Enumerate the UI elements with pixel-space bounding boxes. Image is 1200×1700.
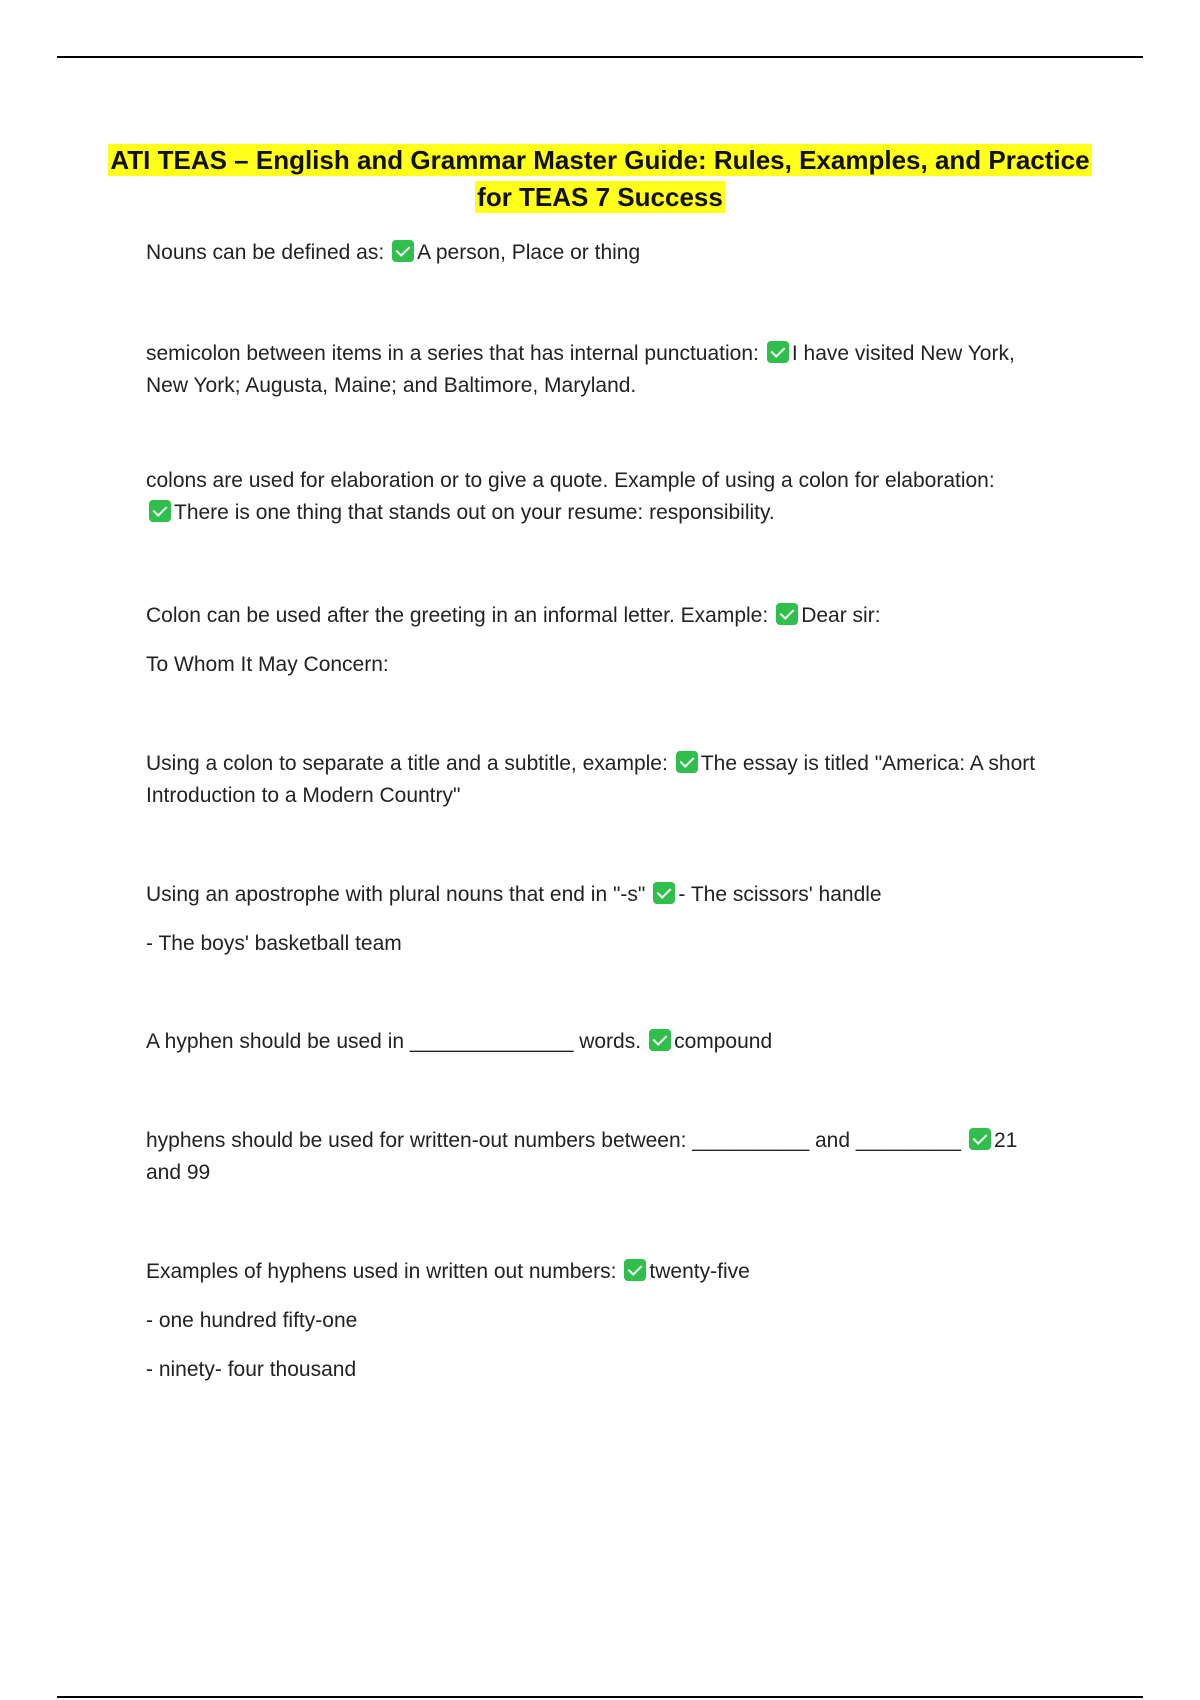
check-mark-icon — [776, 603, 798, 625]
answer-text: The essay is titled "America: A short — [700, 752, 1036, 775]
flashcard-item — [146, 465, 1096, 529]
question-text: semicolon between items in a series that has internal punctuation: — [146, 342, 759, 365]
document-title — [60, 142, 1140, 216]
answer-extra-line: - ninety- four thousand — [146, 1358, 357, 1381]
answer-continuation: New York; Augusta, Maine; and Baltimore, Maryland. — [146, 374, 637, 397]
flashcard-item — [146, 1026, 1096, 1058]
title-line-2: for TEAS 7 Success — [477, 182, 723, 212]
title-line-1: ATI TEAS – English and Grammar Master Guide: Rules, Examples, and Practice — [110, 145, 1090, 175]
check-mark-icon — [676, 751, 698, 773]
header-rule — [57, 56, 1143, 58]
answer-text: Dear sir: — [801, 604, 881, 627]
footer-rule — [57, 1696, 1143, 1698]
question-text: A hyphen should be used in ______________ words. — [146, 1030, 642, 1053]
answer-text: compound — [674, 1030, 773, 1053]
flashcard-item — [146, 338, 1096, 402]
check-mark-icon — [649, 1029, 671, 1051]
question-text: Nouns can be defined as: — [146, 241, 385, 264]
flashcard-item — [146, 600, 1096, 632]
answer-continuation: Introduction to a Modern Country" — [146, 784, 461, 807]
answer-text: - The scissors' handle — [678, 883, 882, 906]
answer-text: A person, Place or thing — [417, 241, 641, 264]
answer-continuation: and 99 — [146, 1161, 211, 1184]
answer-extra-line: To Whom It May Concern: — [146, 653, 389, 676]
question-text: Examples of hyphens used in written out numbers: — [146, 1260, 617, 1283]
check-mark-icon — [149, 500, 171, 522]
question-text: Colon can be used after the greeting in an informal letter. Example: — [146, 604, 769, 627]
answer-text: twenty-five — [649, 1260, 750, 1283]
flashcard-item — [146, 1256, 1096, 1288]
question-text: hyphens should be used for written-out numbers between: __________ and _________ — [146, 1129, 961, 1152]
question-text: Using a colon to separate a title and a subtitle, example: — [146, 752, 668, 775]
check-mark-icon — [767, 341, 789, 363]
flashcard-item — [146, 237, 1096, 269]
answer-text: 21 — [993, 1129, 1018, 1152]
answer-text: I have visited New York, — [791, 342, 1015, 365]
flashcard-item — [146, 879, 1096, 911]
check-mark-icon — [653, 882, 675, 904]
question-text: colons are used for elaboration or to give a quote. Example of using a colon for elaboration: — [146, 469, 995, 492]
flashcard-item — [146, 1125, 1096, 1189]
flashcard-item — [146, 748, 1096, 812]
check-mark-icon — [624, 1259, 646, 1281]
answer-extra-line: - one hundred fifty-one — [146, 1309, 358, 1332]
answer-extra-line: - The boys' basketball team — [146, 932, 402, 955]
check-mark-icon — [969, 1128, 991, 1150]
check-mark-icon — [392, 240, 414, 262]
question-text: Using an apostrophe with plural nouns that end in "-s" — [146, 883, 646, 906]
answer-text: There is one thing that stands out on your resume: responsibility. — [174, 501, 775, 524]
